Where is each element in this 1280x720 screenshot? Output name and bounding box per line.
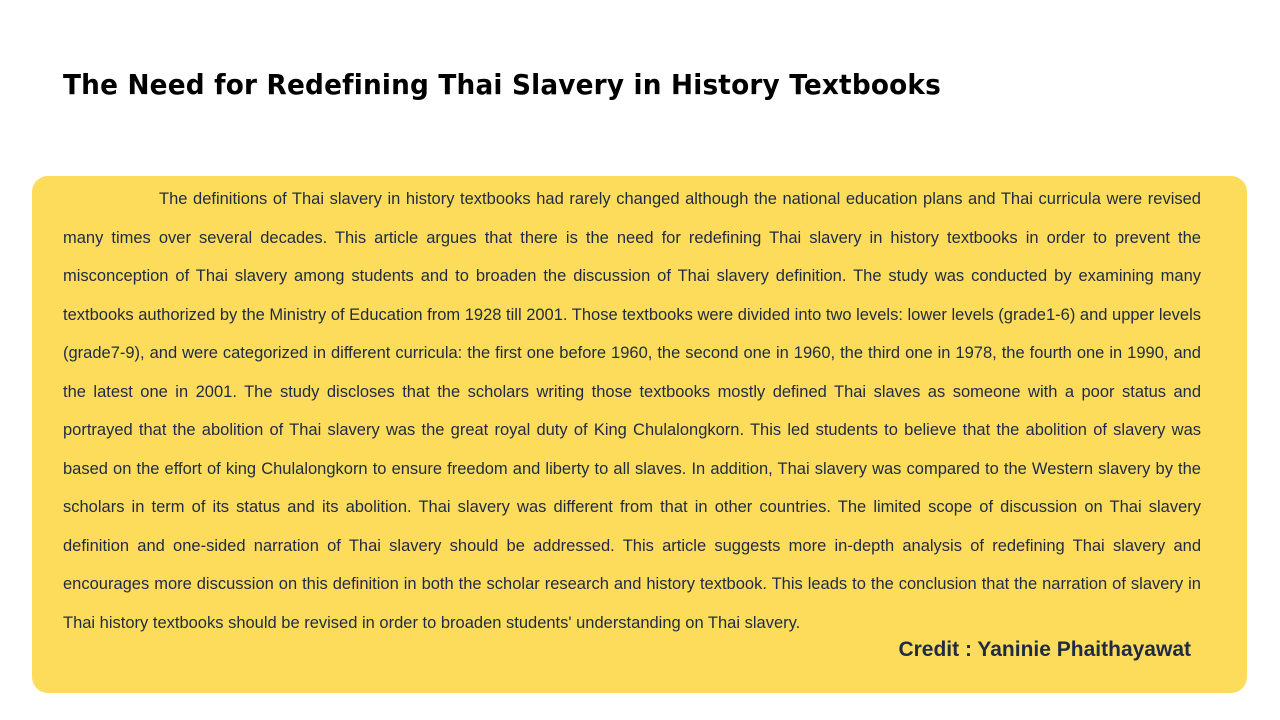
credit-line: Credit : Yaninie Phaithayawat [898,638,1191,661]
abstract-panel [32,176,1247,693]
abstract-text: The definitions of Thai slavery in history textbooks had rarely changed although the national education plans and Thai curricula were revised many times over several decades. This article argues that there is the need for redefining Thai slavery in history textbooks in order to prevent the misconception of Thai slavery among students and to broaden the discussion of Thai slavery definition. The study was conducted by examining many textbooks authorized by the Ministry of Education from 1928 till 2001. Those textbooks were divided into two levels: lower levels (grade1-6) and upper levels (grade7-9), and were categorized in different curricula: the first one before 1960, the second one in 1960, the third one in 1978, the fourth one in 1990, and the latest one in 2001. The study discloses that the scholars writing those textbooks mostly defined Thai slaves as someone with a poor status and portrayed that the abolition of Thai slavery was the great royal duty of King Chulalongkorn. This led students to believe that the abolition of slavery was based on the effort of king Chulalongkorn to ensure freedom and liberty to all slaves. In addition, Thai slavery was compared to the Western slavery by the scholars in term of its status and its abolition. Thai slavery was different from that in other countries. The limited scope of discussion on Thai slavery definition and one-sided narration of Thai slavery should be addressed. This article suggests more in-depth analysis of redefining Thai slavery and encourages more discussion on this definition in both the scholar research and history textbook. This leads to the conclusion that the narration of slavery in Thai history textbooks should be revised in order to broaden students' understanding on Thai slavery. [63,190,1201,632]
slide-title: The Need for Redefining Thai Slavery in History Textbooks [63,68,941,101]
